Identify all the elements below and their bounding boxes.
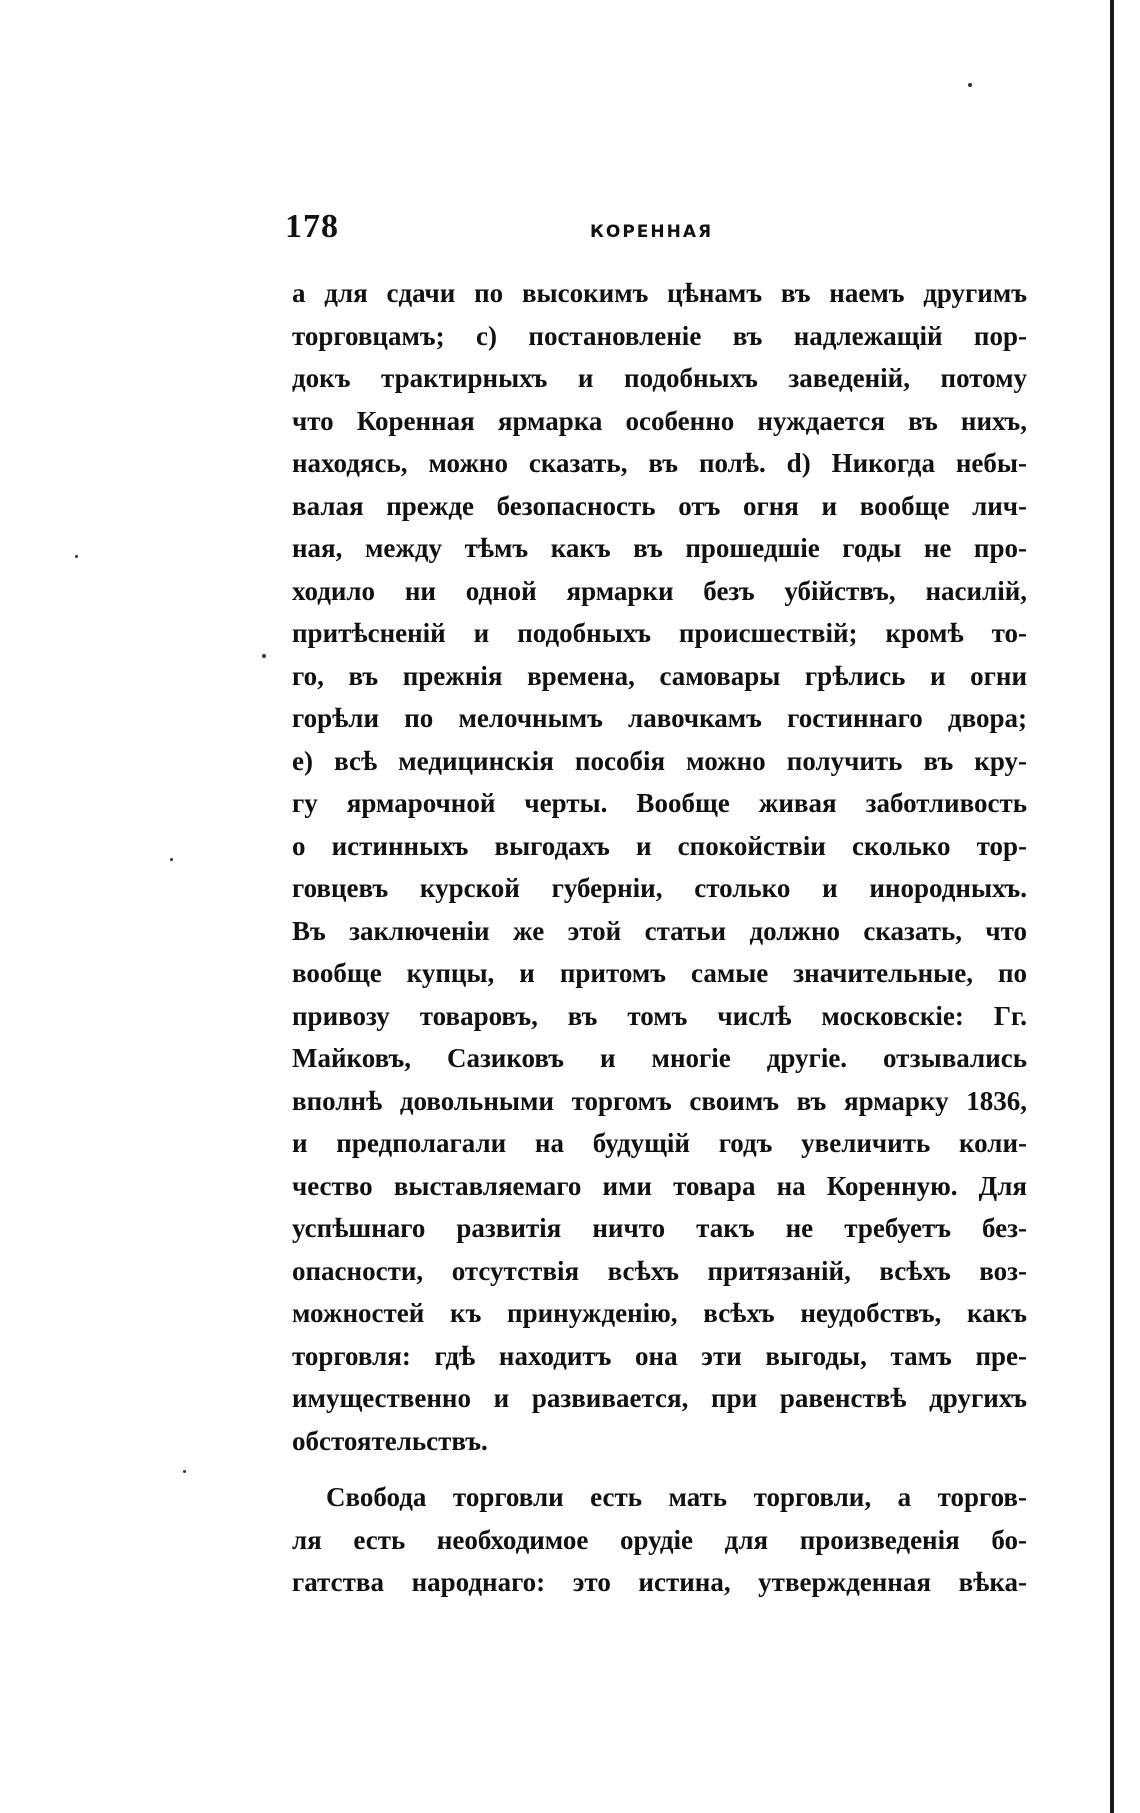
text-line: вполнѣ довольными торгомъ своимъ въ ярмарку 1836,: [292, 1085, 1027, 1116]
text-line: обстоятельствъ.: [292, 1425, 488, 1456]
running-head: КОРЕННАЯ: [590, 222, 714, 242]
text-line: опасности, отсутствія всѣхъ притязаній, всѣхъ воз-: [292, 1255, 1027, 1286]
text-line: что Коренная ярмарка особенно нуждается въ нихъ,: [292, 405, 1027, 436]
text-line: и предполагали на будущій годъ увеличить коли-: [292, 1128, 1027, 1158]
page-header: [285, 208, 1025, 268]
text-line: ля есть необходимое орудіе для произведенія бо-: [292, 1524, 1027, 1555]
text-line: притѣсненій и подобныхъ происшествій; кромѣ то-: [292, 618, 1027, 648]
text-line: го, въ прежнія времена, самовары грѣлись и огни: [292, 660, 1027, 691]
text-line: имущественно и развивается, при равенствѣ другихъ: [292, 1383, 1027, 1413]
text-line: Майковъ, Сазиковъ и многіе другіе. отзывались: [292, 1043, 1027, 1073]
text-line: а для сдачи по высокимъ цѣнамъ въ наемъ другимъ: [292, 278, 1027, 308]
body-text: [292, 272, 1027, 1604]
print-speck: [968, 83, 972, 87]
text-line: можностей къ принужденію, всѣхъ неудобствъ, какъ: [292, 1298, 1027, 1328]
text-line: валая прежде безопасность отъ огня и вообще лич-: [292, 490, 1027, 521]
text-line: горѣли по мелочнымъ лавочкамъ гостиннаго двора;: [292, 703, 1027, 733]
text-line: Свобода торговли есть мать торговли, а торгов-: [326, 1482, 1027, 1512]
text-line: ная, между тѣмъ какъ въ прошедшіе годы не про-: [292, 533, 1027, 563]
text-line: докъ трактирныхъ и подобныхъ заведеній, потому: [292, 363, 1027, 393]
paragraph-2: [292, 1476, 1027, 1604]
text-line: гатства народнаго: это истина, утвержденная вѣка-: [292, 1567, 1027, 1597]
text-line: е) всѣ медицинскія пособія можно получить въ кру-: [292, 745, 1027, 776]
text-line: вообще купцы, и притомъ самые значительные, по: [292, 958, 1027, 988]
print-speck: [262, 654, 266, 658]
text-line: чество выставляемаго ими товара на Коренную. Для: [292, 1170, 1027, 1201]
text-line: находясь, можно сказать, въ полѣ. d) Никогда небы-: [292, 448, 1027, 478]
text-line: успѣшнаго развитія ничто такъ не требуетъ без-: [292, 1213, 1027, 1243]
text-line: гу ярмарочной черты. Вообще живая заботливость: [292, 788, 1027, 818]
text-line: торговцамъ; с) постановленіе въ надлежащій пор-: [292, 320, 1027, 351]
print-speck: [75, 555, 78, 558]
text-line: ходило ни одной ярмарки безъ убійствъ, насилій,: [292, 575, 1027, 606]
text-line: Въ заключеніи же этой статьи должно сказать, что: [292, 915, 1027, 946]
text-line: говцевъ курской губерніи, столько и инородныхъ.: [292, 873, 1027, 903]
text-line: торговля: гдѣ находитъ она эти выгоды, тамъ пре-: [292, 1340, 1027, 1371]
print-speck: [183, 1470, 186, 1473]
paragraph-gap: [292, 1462, 1027, 1476]
paragraph-1: [292, 272, 1027, 1462]
text-line: привозу товаровъ, въ томъ числѣ московскіе: Гг.: [292, 1000, 1027, 1031]
page-number: 178: [285, 208, 339, 245]
print-speck: [170, 858, 173, 861]
text-line: о истинныхъ выгодахъ и спокойствіи сколько тор-: [292, 830, 1027, 861]
page-edge-rule: [1110, 0, 1114, 1813]
